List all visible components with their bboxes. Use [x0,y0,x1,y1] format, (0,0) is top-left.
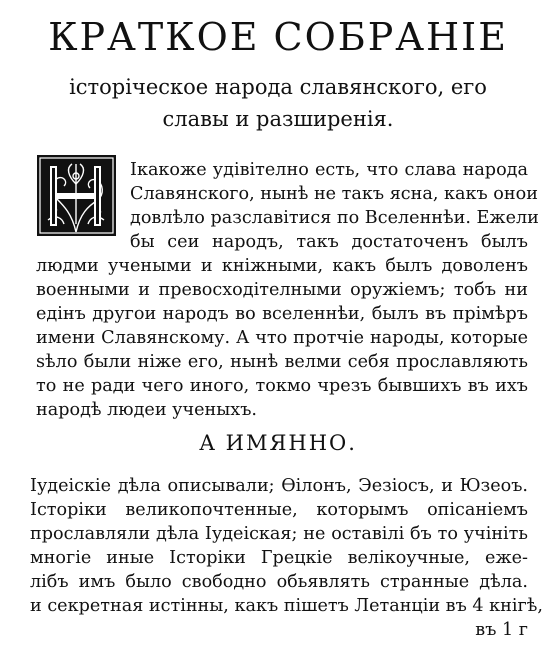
paragraph-line-5: людми учеными и кнiжными, какъ былъ доволенъ [36,256,528,276]
paragraph-line-9: ѕѣло были ніже его, нынѣ велми себя прославляють [36,352,528,372]
paragraph-line-4: бы сеи народъ, такъ достаточенъ былъ [130,232,528,252]
catchword: въ 1 г [475,620,528,640]
section-line-1: Іудеіскіе дѣла описывали; Өілонъ, Эезіосъ, и Юзеоъ. [30,476,528,496]
section-line-2: Історіки великопочтенные, которымъ опісаніемъ [30,500,528,520]
section-line-6: и секретная истінны, какъ пішетъ Летанціи въ 4 кнігѣ, [30,596,543,616]
subtitle-line-1: історіческое народа славянского, его [69,75,487,99]
page-title: КРАТКОЕ СОБРАНІЕ [48,15,508,59]
paragraph-line-1: Ікакоже удівітелно есть, что слава народа [130,160,528,180]
section-line-3: прославляли дѣла Іудеіская; не оставілі бъ то учініть [30,524,528,544]
section-line-5: лібъ имъ было свободно обьявлять странные дѣла. [30,572,528,592]
section-line-4: многіе иные Історіки Грецкіе велікоучные, еже- [30,548,528,568]
paragraph-line-2: Славянского, нынѣ не такъ ясна, какъ онои [130,184,538,204]
ornament-icon [36,154,117,237]
section-heading: А ИМЯННО. [199,431,357,455]
paragraph-line-6: военными и превосходітелными оружіемъ; тобъ ни [36,280,528,300]
decorated-initial [36,154,117,237]
paragraph-line-10: то не ради чего иного, токмо чрезъ бывшихъ въ ихъ [36,376,528,396]
paragraph-line-8: имени Славянскому. А что протчіе народы, которые [36,328,528,348]
paragraph-line-11: народѣ людеи ученыхъ. [36,400,257,420]
paragraph-line-3: довлѣло разславітися по Вселеннѣи. Ежели [130,208,539,228]
subtitle-line-2: славы и разширенія. [162,107,394,131]
paragraph-line-7: едінъ другои народъ во вселеннѣи, былъ въ прімѣръ [36,304,528,324]
